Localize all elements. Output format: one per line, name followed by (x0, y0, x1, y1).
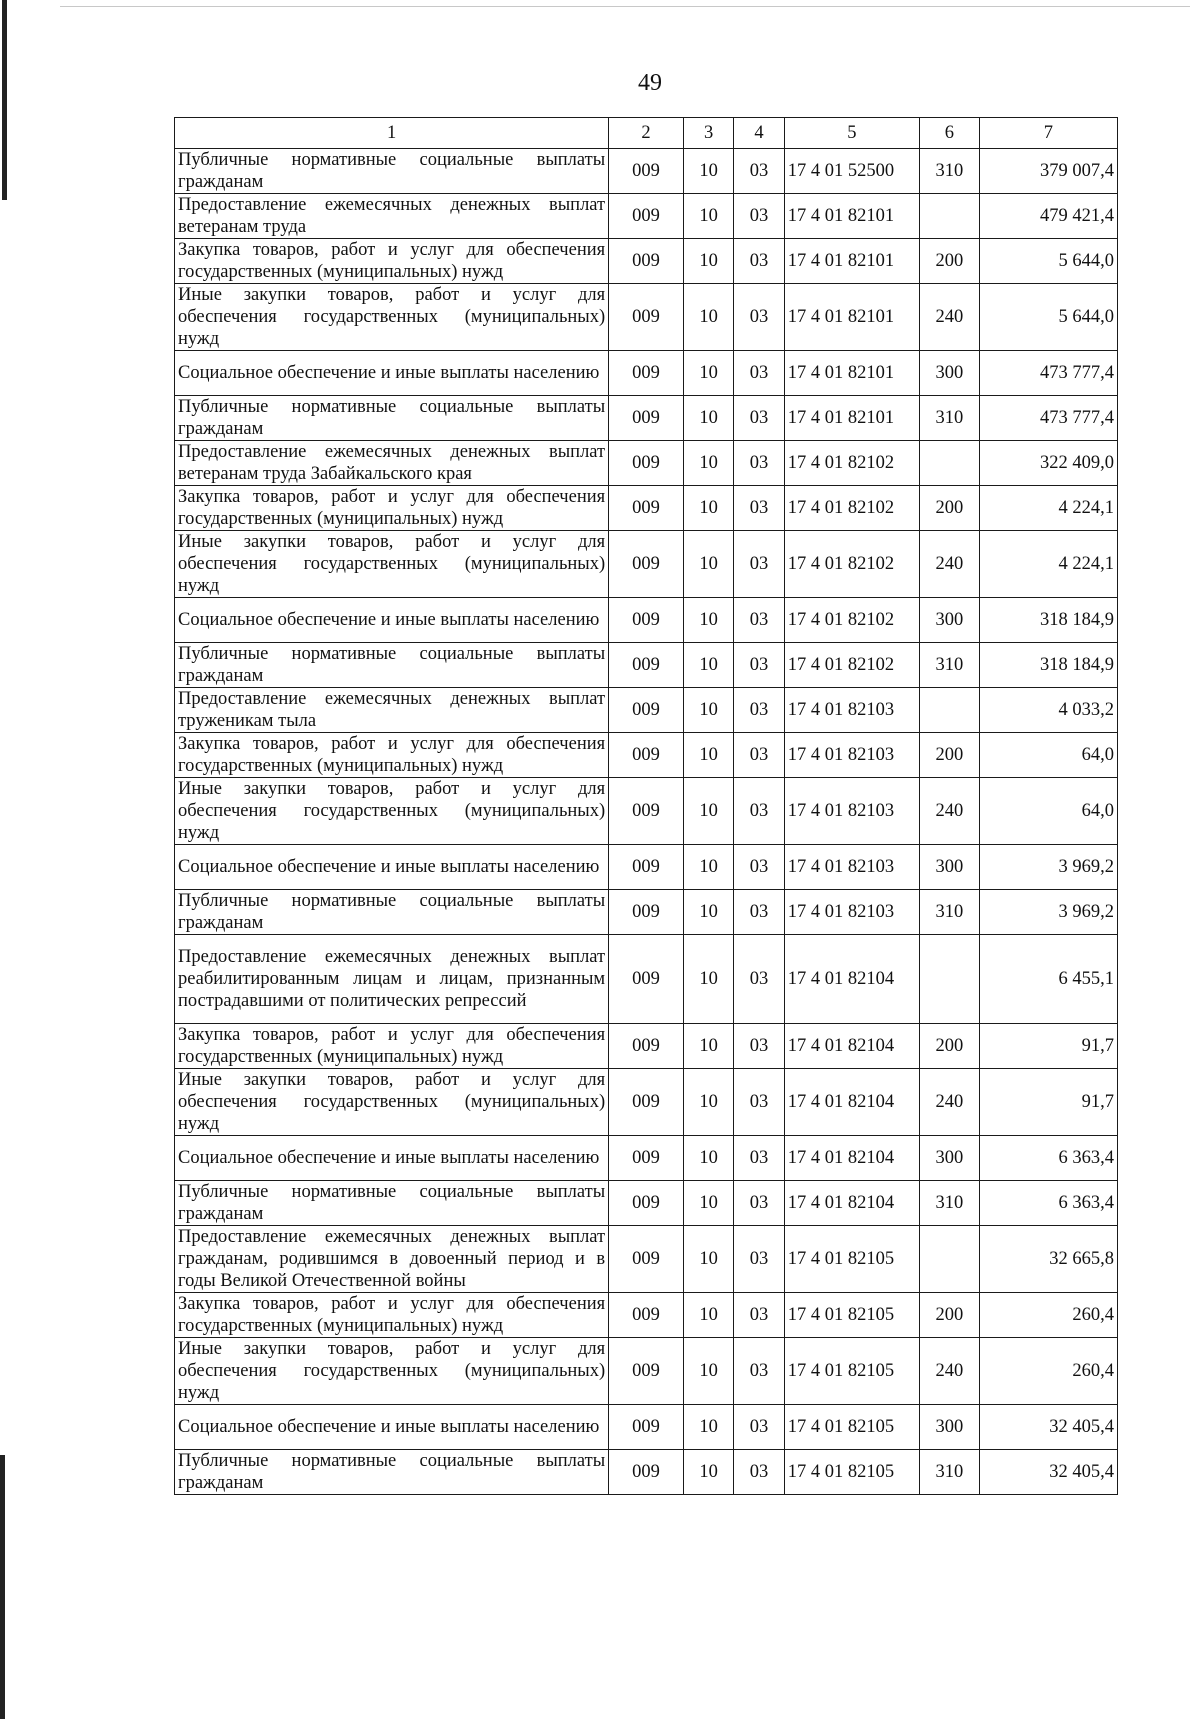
row-col5-cell: 17 4 01 82102 (784, 643, 919, 688)
row-col3-cell: 10 (683, 1338, 733, 1405)
row-col3-cell: 10 (683, 149, 733, 194)
row-col3-cell: 10 (683, 733, 733, 778)
row-col2-cell: 009 (609, 531, 684, 598)
row-col2-cell: 009 (609, 1136, 684, 1181)
table-row (175, 688, 1118, 733)
row-col6-cell (920, 935, 980, 1024)
row-name-cell: Публичные нормативные социальные выплаты гражданам (175, 643, 609, 688)
row-col7-cell: 379 007,4 (979, 149, 1117, 194)
row-col3-cell: 10 (683, 598, 733, 643)
row-col5-cell: 17 4 01 82103 (784, 733, 919, 778)
row-col7-cell: 6 363,4 (979, 1181, 1117, 1226)
row-col5-cell: 17 4 01 82105 (784, 1293, 919, 1338)
row-col3-cell: 10 (683, 778, 733, 845)
row-col4-cell: 03 (734, 1450, 784, 1495)
row-col6-cell: 300 (920, 598, 980, 643)
row-col3-cell: 10 (683, 194, 733, 239)
budget-table (174, 117, 1118, 1495)
row-col3-cell: 10 (683, 1450, 733, 1495)
row-col3-cell: 10 (683, 1405, 733, 1450)
row-col3-cell: 10 (683, 1069, 733, 1136)
row-name-cell: Предоставление ежемесячных денежных выплат реабилитированным лицам и лицам, признанным пострадавшими от политических репрессий (175, 935, 609, 1024)
row-col5-cell: 17 4 01 82105 (784, 1450, 919, 1495)
table-row (175, 1069, 1118, 1136)
row-col7-cell: 64,0 (979, 733, 1117, 778)
row-col2-cell: 009 (609, 935, 684, 1024)
row-col6-cell: 240 (920, 1338, 980, 1405)
row-name-cell: Иные закупки товаров, работ и услуг для обеспечения государственных (муниципальных) нужд (175, 778, 609, 845)
row-col3-cell: 10 (683, 531, 733, 598)
row-col6-cell (920, 1226, 980, 1293)
row-name-cell: Закупка товаров, работ и услуг для обеспечения государственных (муниципальных) нужд (175, 486, 609, 531)
row-col2-cell: 009 (609, 1405, 684, 1450)
row-col6-cell: 200 (920, 1024, 980, 1069)
row-col4-cell: 03 (734, 935, 784, 1024)
table-row (175, 1405, 1118, 1450)
row-name-cell: Иные закупки товаров, работ и услуг для обеспечения государственных (муниципальных) нужд (175, 531, 609, 598)
row-name-cell: Публичные нормативные социальные выплаты гражданам (175, 149, 609, 194)
row-col5-cell: 17 4 01 82103 (784, 845, 919, 890)
row-col5-cell: 17 4 01 82103 (784, 890, 919, 935)
table-row (175, 643, 1118, 688)
row-col4-cell: 03 (734, 688, 784, 733)
row-name-cell: Социальное обеспечение и иные выплаты населению (175, 845, 609, 890)
row-col4-cell: 03 (734, 486, 784, 531)
row-col3-cell: 10 (683, 239, 733, 284)
table-row (175, 1226, 1118, 1293)
row-col2-cell: 009 (609, 1226, 684, 1293)
row-col4-cell: 03 (734, 531, 784, 598)
table-row (175, 351, 1118, 396)
row-col6-cell: 300 (920, 1136, 980, 1181)
row-col6-cell: 240 (920, 778, 980, 845)
row-col4-cell: 03 (734, 1181, 784, 1226)
row-col4-cell: 03 (734, 1293, 784, 1338)
row-col2-cell: 009 (609, 688, 684, 733)
row-col6-cell (920, 441, 980, 486)
row-col4-cell: 03 (734, 1024, 784, 1069)
row-col6-cell: 300 (920, 1405, 980, 1450)
row-col2-cell: 009 (609, 441, 684, 486)
column-header: 4 (734, 118, 784, 149)
row-col5-cell: 17 4 01 82104 (784, 935, 919, 1024)
row-col2-cell: 009 (609, 1338, 684, 1405)
row-col7-cell: 6 455,1 (979, 935, 1117, 1024)
row-col7-cell: 473 777,4 (979, 351, 1117, 396)
table-header-row (175, 118, 1118, 149)
row-col5-cell: 17 4 01 82105 (784, 1226, 919, 1293)
row-col2-cell: 009 (609, 643, 684, 688)
row-col7-cell: 479 421,4 (979, 194, 1117, 239)
row-col4-cell: 03 (734, 1405, 784, 1450)
row-col5-cell: 17 4 01 82104 (784, 1024, 919, 1069)
page-number-text: 49 (638, 70, 662, 96)
row-name-cell: Предоставление ежемесячных денежных выплат гражданам, родившимся в довоенный период и в годы Великой Отечественной войны (175, 1226, 609, 1293)
row-col5-cell: 17 4 01 82101 (784, 194, 919, 239)
row-col6-cell: 310 (920, 149, 980, 194)
table-row (175, 845, 1118, 890)
row-col5-cell: 17 4 01 82104 (784, 1181, 919, 1226)
row-col2-cell: 009 (609, 194, 684, 239)
row-name-cell: Закупка товаров, работ и услуг для обеспечения государственных (муниципальных) нужд (175, 1024, 609, 1069)
table-row (175, 1024, 1118, 1069)
row-name-cell: Предоставление ежемесячных денежных выплат ветеранам труда Забайкальского края (175, 441, 609, 486)
row-name-cell: Предоставление ежемесячных денежных выплат ветеранам труда (175, 194, 609, 239)
row-name-cell: Закупка товаров, работ и услуг для обеспечения государственных (муниципальных) нужд (175, 1293, 609, 1338)
row-col3-cell: 10 (683, 845, 733, 890)
row-name-cell: Предоставление ежемесячных денежных выплат труженикам тыла (175, 688, 609, 733)
row-col2-cell: 009 (609, 284, 684, 351)
row-col4-cell: 03 (734, 890, 784, 935)
row-col6-cell: 200 (920, 733, 980, 778)
row-col7-cell: 473 777,4 (979, 396, 1117, 441)
row-col4-cell: 03 (734, 643, 784, 688)
row-col2-cell: 009 (609, 1069, 684, 1136)
column-header: 7 (979, 118, 1117, 149)
table-row (175, 486, 1118, 531)
row-col4-cell: 03 (734, 194, 784, 239)
table-row (175, 890, 1118, 935)
row-col7-cell: 260,4 (979, 1338, 1117, 1405)
row-col3-cell: 10 (683, 396, 733, 441)
row-col3-cell: 10 (683, 1024, 733, 1069)
row-col2-cell: 009 (609, 1181, 684, 1226)
row-col3-cell: 10 (683, 1136, 733, 1181)
table-row (175, 1136, 1118, 1181)
row-name-cell: Публичные нормативные социальные выплаты гражданам (175, 396, 609, 441)
row-col7-cell: 32 405,4 (979, 1450, 1117, 1495)
row-col3-cell: 10 (683, 935, 733, 1024)
column-header: 1 (175, 118, 609, 149)
row-col3-cell: 10 (683, 284, 733, 351)
row-col4-cell: 03 (734, 778, 784, 845)
row-col3-cell: 10 (683, 1181, 733, 1226)
row-col2-cell: 009 (609, 890, 684, 935)
table-row (175, 194, 1118, 239)
row-col2-cell: 009 (609, 486, 684, 531)
table-row (175, 733, 1118, 778)
row-col2-cell: 009 (609, 1024, 684, 1069)
row-col4-cell: 03 (734, 396, 784, 441)
row-col7-cell: 322 409,0 (979, 441, 1117, 486)
row-name-cell: Социальное обеспечение и иные выплаты населению (175, 598, 609, 643)
row-name-cell: Иные закупки товаров, работ и услуг для обеспечения государственных (муниципальных) нужд (175, 1338, 609, 1405)
row-name-cell: Социальное обеспечение и иные выплаты населению (175, 1136, 609, 1181)
row-col4-cell: 03 (734, 441, 784, 486)
row-name-cell: Социальное обеспечение и иные выплаты населению (175, 1405, 609, 1450)
row-col7-cell: 91,7 (979, 1024, 1117, 1069)
row-col4-cell: 03 (734, 149, 784, 194)
row-col4-cell: 03 (734, 239, 784, 284)
table-row (175, 531, 1118, 598)
row-col7-cell: 3 969,2 (979, 845, 1117, 890)
row-col5-cell: 17 4 01 82102 (784, 441, 919, 486)
row-col6-cell: 310 (920, 643, 980, 688)
row-col6-cell (920, 688, 980, 733)
row-col5-cell: 17 4 01 82101 (784, 284, 919, 351)
row-name-cell: Закупка товаров, работ и услуг для обеспечения государственных (муниципальных) нужд (175, 239, 609, 284)
row-col5-cell: 17 4 01 82103 (784, 688, 919, 733)
row-col2-cell: 009 (609, 778, 684, 845)
row-col4-cell: 03 (734, 284, 784, 351)
row-col4-cell: 03 (734, 598, 784, 643)
column-header: 2 (609, 118, 684, 149)
row-name-cell: Иные закупки товаров, работ и услуг для обеспечения государственных (муниципальных) нужд (175, 1069, 609, 1136)
row-col2-cell: 009 (609, 598, 684, 643)
row-col3-cell: 10 (683, 351, 733, 396)
row-col7-cell: 260,4 (979, 1293, 1117, 1338)
row-col2-cell: 009 (609, 239, 684, 284)
row-col6-cell: 200 (920, 239, 980, 284)
row-col6-cell: 240 (920, 1069, 980, 1136)
table-row (175, 598, 1118, 643)
row-name-cell: Публичные нормативные социальные выплаты гражданам (175, 1181, 609, 1226)
row-col7-cell: 318 184,9 (979, 598, 1117, 643)
row-col5-cell: 17 4 01 82101 (784, 239, 919, 284)
row-col5-cell: 17 4 01 82102 (784, 598, 919, 643)
row-col7-cell: 32 665,8 (979, 1226, 1117, 1293)
row-name-cell: Публичные нормативные социальные выплаты гражданам (175, 1450, 609, 1495)
row-col2-cell: 009 (609, 845, 684, 890)
row-col5-cell: 17 4 01 52500 (784, 149, 919, 194)
table-row (175, 239, 1118, 284)
page-number (0, 70, 1200, 97)
row-col4-cell: 03 (734, 845, 784, 890)
row-col2-cell: 009 (609, 149, 684, 194)
row-col4-cell: 03 (734, 733, 784, 778)
column-header: 6 (920, 118, 980, 149)
row-col6-cell: 310 (920, 1450, 980, 1495)
row-name-cell: Закупка товаров, работ и услуг для обеспечения государственных (муниципальных) нужд (175, 733, 609, 778)
row-col2-cell: 009 (609, 1293, 684, 1338)
table-row (175, 284, 1118, 351)
row-col7-cell: 91,7 (979, 1069, 1117, 1136)
row-col6-cell (920, 194, 980, 239)
row-col2-cell: 009 (609, 733, 684, 778)
row-col5-cell: 17 4 01 82102 (784, 531, 919, 598)
row-col2-cell: 009 (609, 1450, 684, 1495)
row-col6-cell: 310 (920, 396, 980, 441)
scan-edge-left (2, 0, 7, 200)
row-name-cell: Публичные нормативные социальные выплаты гражданам (175, 890, 609, 935)
row-col3-cell: 10 (683, 890, 733, 935)
row-col5-cell: 17 4 01 82103 (784, 778, 919, 845)
row-col4-cell: 03 (734, 1226, 784, 1293)
row-col3-cell: 10 (683, 1293, 733, 1338)
row-col2-cell: 009 (609, 396, 684, 441)
row-col4-cell: 03 (734, 351, 784, 396)
table-row (175, 935, 1118, 1024)
row-col7-cell: 4 224,1 (979, 486, 1117, 531)
row-col5-cell: 17 4 01 82104 (784, 1136, 919, 1181)
column-header: 3 (683, 118, 733, 149)
row-col3-cell: 10 (683, 441, 733, 486)
row-col7-cell: 64,0 (979, 778, 1117, 845)
row-name-cell: Иные закупки товаров, работ и услуг для обеспечения государственных (муниципальных) нужд (175, 284, 609, 351)
column-header: 5 (784, 118, 919, 149)
row-col2-cell: 009 (609, 351, 684, 396)
row-col7-cell: 3 969,2 (979, 890, 1117, 935)
row-col7-cell: 32 405,4 (979, 1405, 1117, 1450)
row-col7-cell: 5 644,0 (979, 284, 1117, 351)
row-col4-cell: 03 (734, 1338, 784, 1405)
row-col5-cell: 17 4 01 82105 (784, 1405, 919, 1450)
table-row (175, 1450, 1118, 1495)
table-row (175, 396, 1118, 441)
row-col5-cell: 17 4 01 82104 (784, 1069, 919, 1136)
table-row (175, 441, 1118, 486)
row-col3-cell: 10 (683, 643, 733, 688)
row-col6-cell: 300 (920, 845, 980, 890)
row-col4-cell: 03 (734, 1136, 784, 1181)
row-col3-cell: 10 (683, 1226, 733, 1293)
table-row (175, 1181, 1118, 1226)
row-col7-cell: 318 184,9 (979, 643, 1117, 688)
row-col5-cell: 17 4 01 82102 (784, 486, 919, 531)
row-col7-cell: 4 224,1 (979, 531, 1117, 598)
table-row (175, 1338, 1118, 1405)
row-col6-cell: 200 (920, 486, 980, 531)
row-col7-cell: 4 033,2 (979, 688, 1117, 733)
row-col5-cell: 17 4 01 82105 (784, 1338, 919, 1405)
row-col5-cell: 17 4 01 82101 (784, 396, 919, 441)
row-col7-cell: 5 644,0 (979, 239, 1117, 284)
row-col6-cell: 300 (920, 351, 980, 396)
row-col7-cell: 6 363,4 (979, 1136, 1117, 1181)
row-col6-cell: 310 (920, 1181, 980, 1226)
scan-edge-top (60, 6, 1190, 7)
scan-edge-left-lower (0, 1455, 5, 1719)
table-row (175, 1293, 1118, 1338)
row-col3-cell: 10 (683, 486, 733, 531)
row-col5-cell: 17 4 01 82101 (784, 351, 919, 396)
row-col3-cell: 10 (683, 688, 733, 733)
table-row (175, 149, 1118, 194)
row-col6-cell: 240 (920, 531, 980, 598)
table-row (175, 778, 1118, 845)
row-col6-cell: 240 (920, 284, 980, 351)
row-col6-cell: 310 (920, 890, 980, 935)
row-name-cell: Социальное обеспечение и иные выплаты населению (175, 351, 609, 396)
row-col6-cell: 200 (920, 1293, 980, 1338)
row-col4-cell: 03 (734, 1069, 784, 1136)
